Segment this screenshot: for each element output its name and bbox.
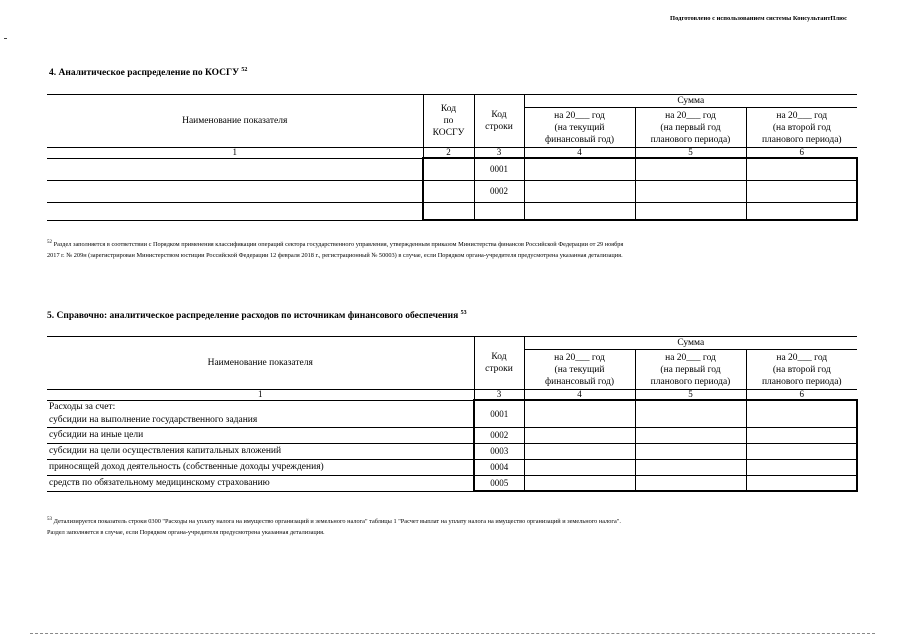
row-label-l1: Расходы за счет: [49,401,116,412]
table-row [47,180,857,202]
index-cell: 6 [746,148,857,159]
header-current-l1: на 20___ год [554,352,605,363]
row-code-cell: 0004 [474,459,524,475]
index-row [47,390,857,401]
value-cell[interactable] [746,427,857,443]
footnote-52-num: 52 [47,240,52,245]
value-cell[interactable] [746,180,857,202]
value-cell[interactable] [746,158,857,180]
value-cell[interactable] [524,427,635,443]
scan-mark [4,38,7,39]
kosgu-code-cell[interactable] [423,180,474,202]
value-cell[interactable] [524,158,635,180]
kosgu-code-cell[interactable] [423,202,474,220]
index-cell: 3 [474,148,524,159]
index-cell: 2 [423,148,474,159]
table-row [47,475,857,491]
header-row-code-l2: строки [485,364,513,374]
row-label: приносящей доход деятельность (собственные доходы учреждения) [47,459,474,475]
row-code-cell: 0003 [474,443,524,459]
section5-title [47,310,467,321]
value-cell[interactable] [635,459,746,475]
header-current-l3: финансовый год) [544,376,615,387]
footnote-52-text1: Раздел заполняется в соответствии с Порядком применения классификации операций сектора государственного управления, утвержденным приказом Министерства финансов Российской Федерации от 29 ноября [53,241,624,249]
header-second-l2: (на второй год [772,364,831,375]
table-row [47,443,857,459]
header-row-code-l1: Код [491,110,507,120]
header-sum: Сумма [524,95,857,108]
row-label: средств по обязательному медицинскому страхованию [47,475,474,491]
header-row-code-l1: Код [491,352,507,362]
page-bottom-edge [30,633,875,634]
header-second-plan-year [746,108,857,148]
header-current-l2: (на текущий [554,364,605,375]
header-row-code-l2: строки [485,122,513,132]
row-name-cell[interactable] [47,158,423,180]
section4-footnote-ref: 52 [241,67,248,73]
value-cell[interactable] [635,158,746,180]
header-second-l3: планового периода) [761,134,842,145]
value-cell[interactable] [635,427,746,443]
value-cell[interactable] [635,475,746,491]
section4-title-text: 4. Аналитическое распределение по КОСГУ [49,68,240,79]
table-row [47,459,857,475]
row-name-cell[interactable] [47,202,423,220]
row-name-cell[interactable] [47,180,423,202]
value-cell[interactable] [524,202,635,220]
table-row [47,202,857,220]
index-cell: 5 [635,148,746,159]
row-code-cell: 0001 [474,158,524,180]
header-kosgu-l3: КОСГУ [432,128,465,138]
kosgu-code-cell[interactable] [423,158,474,180]
header-first-l2: (на первый год [660,122,721,133]
row-code-cell [474,202,524,220]
table-row [47,427,857,443]
funding-sources-table [47,336,858,492]
footnote-52 [47,237,862,261]
header-current-year [524,108,635,148]
value-cell[interactable] [524,400,635,427]
row-label: субсидии на иные цели [47,427,474,443]
row-code-cell: 0002 [474,427,524,443]
section5-title-text: 5. Справочно: аналитическое распределение расходов по источникам финансового обеспечения [47,311,459,322]
index-cell: 3 [474,390,524,401]
index-cell: 4 [524,390,635,401]
table-row [47,400,857,427]
header-first-plan-year [635,108,746,148]
header-second-l1: на 20___ год [776,352,828,363]
value-cell[interactable] [635,202,746,220]
header-name: Наименование показателя [47,95,423,148]
index-cell: 1 [47,390,474,401]
value-cell[interactable] [746,400,857,427]
header-name: Наименование показателя [47,337,474,390]
value-cell[interactable] [524,459,635,475]
header-first-l1: на 20___ год [665,110,716,121]
row-code-cell: 0002 [474,180,524,202]
footnote-53-line2: Раздел заполняется в случае, если Порядком органа-учредителя предусмотрена указанная детализация. [47,529,325,537]
value-cell[interactable] [746,475,857,491]
index-cell: 5 [635,390,746,401]
row-label: субсидии на цели осуществления капитальных вложений [47,443,474,459]
footnote-52-line1 [47,237,862,250]
kosgu-table [47,94,858,221]
header-current-year [524,350,635,390]
section5-footnote-ref: 53 [460,310,467,316]
header-second-plan-year [746,350,857,390]
header-second-l2: (на второй год [772,122,831,133]
index-cell: 6 [746,390,857,401]
header-first-l3: планового периода) [650,376,731,387]
section4-title [49,67,247,78]
index-cell: 1 [47,148,423,159]
header-current-l1: на 20___ год [554,110,605,121]
footnote-53-line1 [47,514,862,527]
header-second-l3: планового периода) [761,376,842,387]
value-cell[interactable] [524,443,635,459]
footnote-53 [47,514,862,538]
value-cell[interactable] [746,202,857,220]
header-note: Подготовлено с использованием системы КонсультантПлюс [670,15,847,22]
table-row [47,158,857,180]
row-code-cell: 0005 [474,475,524,491]
value-cell[interactable] [746,443,857,459]
footnote-52-line2: 2017 г. № 209н (зарегистрирован Министерством юстиции Российской Федерации 12 февраля 2018 г., регистрационный № 50003) в случае, если Порядком органа-учредителя предусмотрена указанная детализация. [47,252,623,260]
value-cell[interactable] [635,180,746,202]
row-label-l2: субсидии на выполнение государственного задания [49,414,258,425]
header-row-code [474,337,524,390]
header-first-plan-year [635,350,746,390]
value-cell[interactable] [746,459,857,475]
index-cell: 4 [524,148,635,159]
value-cell[interactable] [524,475,635,491]
header-second-l1: на 20___ год [776,110,828,121]
header-current-l3: финансовый год) [544,134,615,145]
header-current-l2: (на текущий [554,122,605,133]
header-row-code [474,95,524,148]
header-first-l2: (на первый год [660,364,721,375]
footnote-53-text1: Детализируется показатель строки 0300 "Расходы на уплату налога на имущество организаций и земельного налога" таблицы 1 "Расчет выплат на уплату налога на имущество организаций и земельного налога". [53,518,621,526]
header-first-l3: планового периода) [650,134,731,145]
footnote-53-num: 53 [47,517,52,522]
row-code-cell: 0001 [474,400,524,427]
value-cell[interactable] [635,400,746,427]
header-first-l1: на 20___ год [665,352,716,363]
header-kosgu-l1: Код [440,104,457,114]
header-kosgu-l2: по [443,116,454,126]
value-cell[interactable] [635,443,746,459]
header-sum: Сумма [524,337,857,350]
row-label [47,400,474,427]
value-cell[interactable] [524,180,635,202]
header-kosgu [423,95,474,148]
index-row [47,148,857,159]
